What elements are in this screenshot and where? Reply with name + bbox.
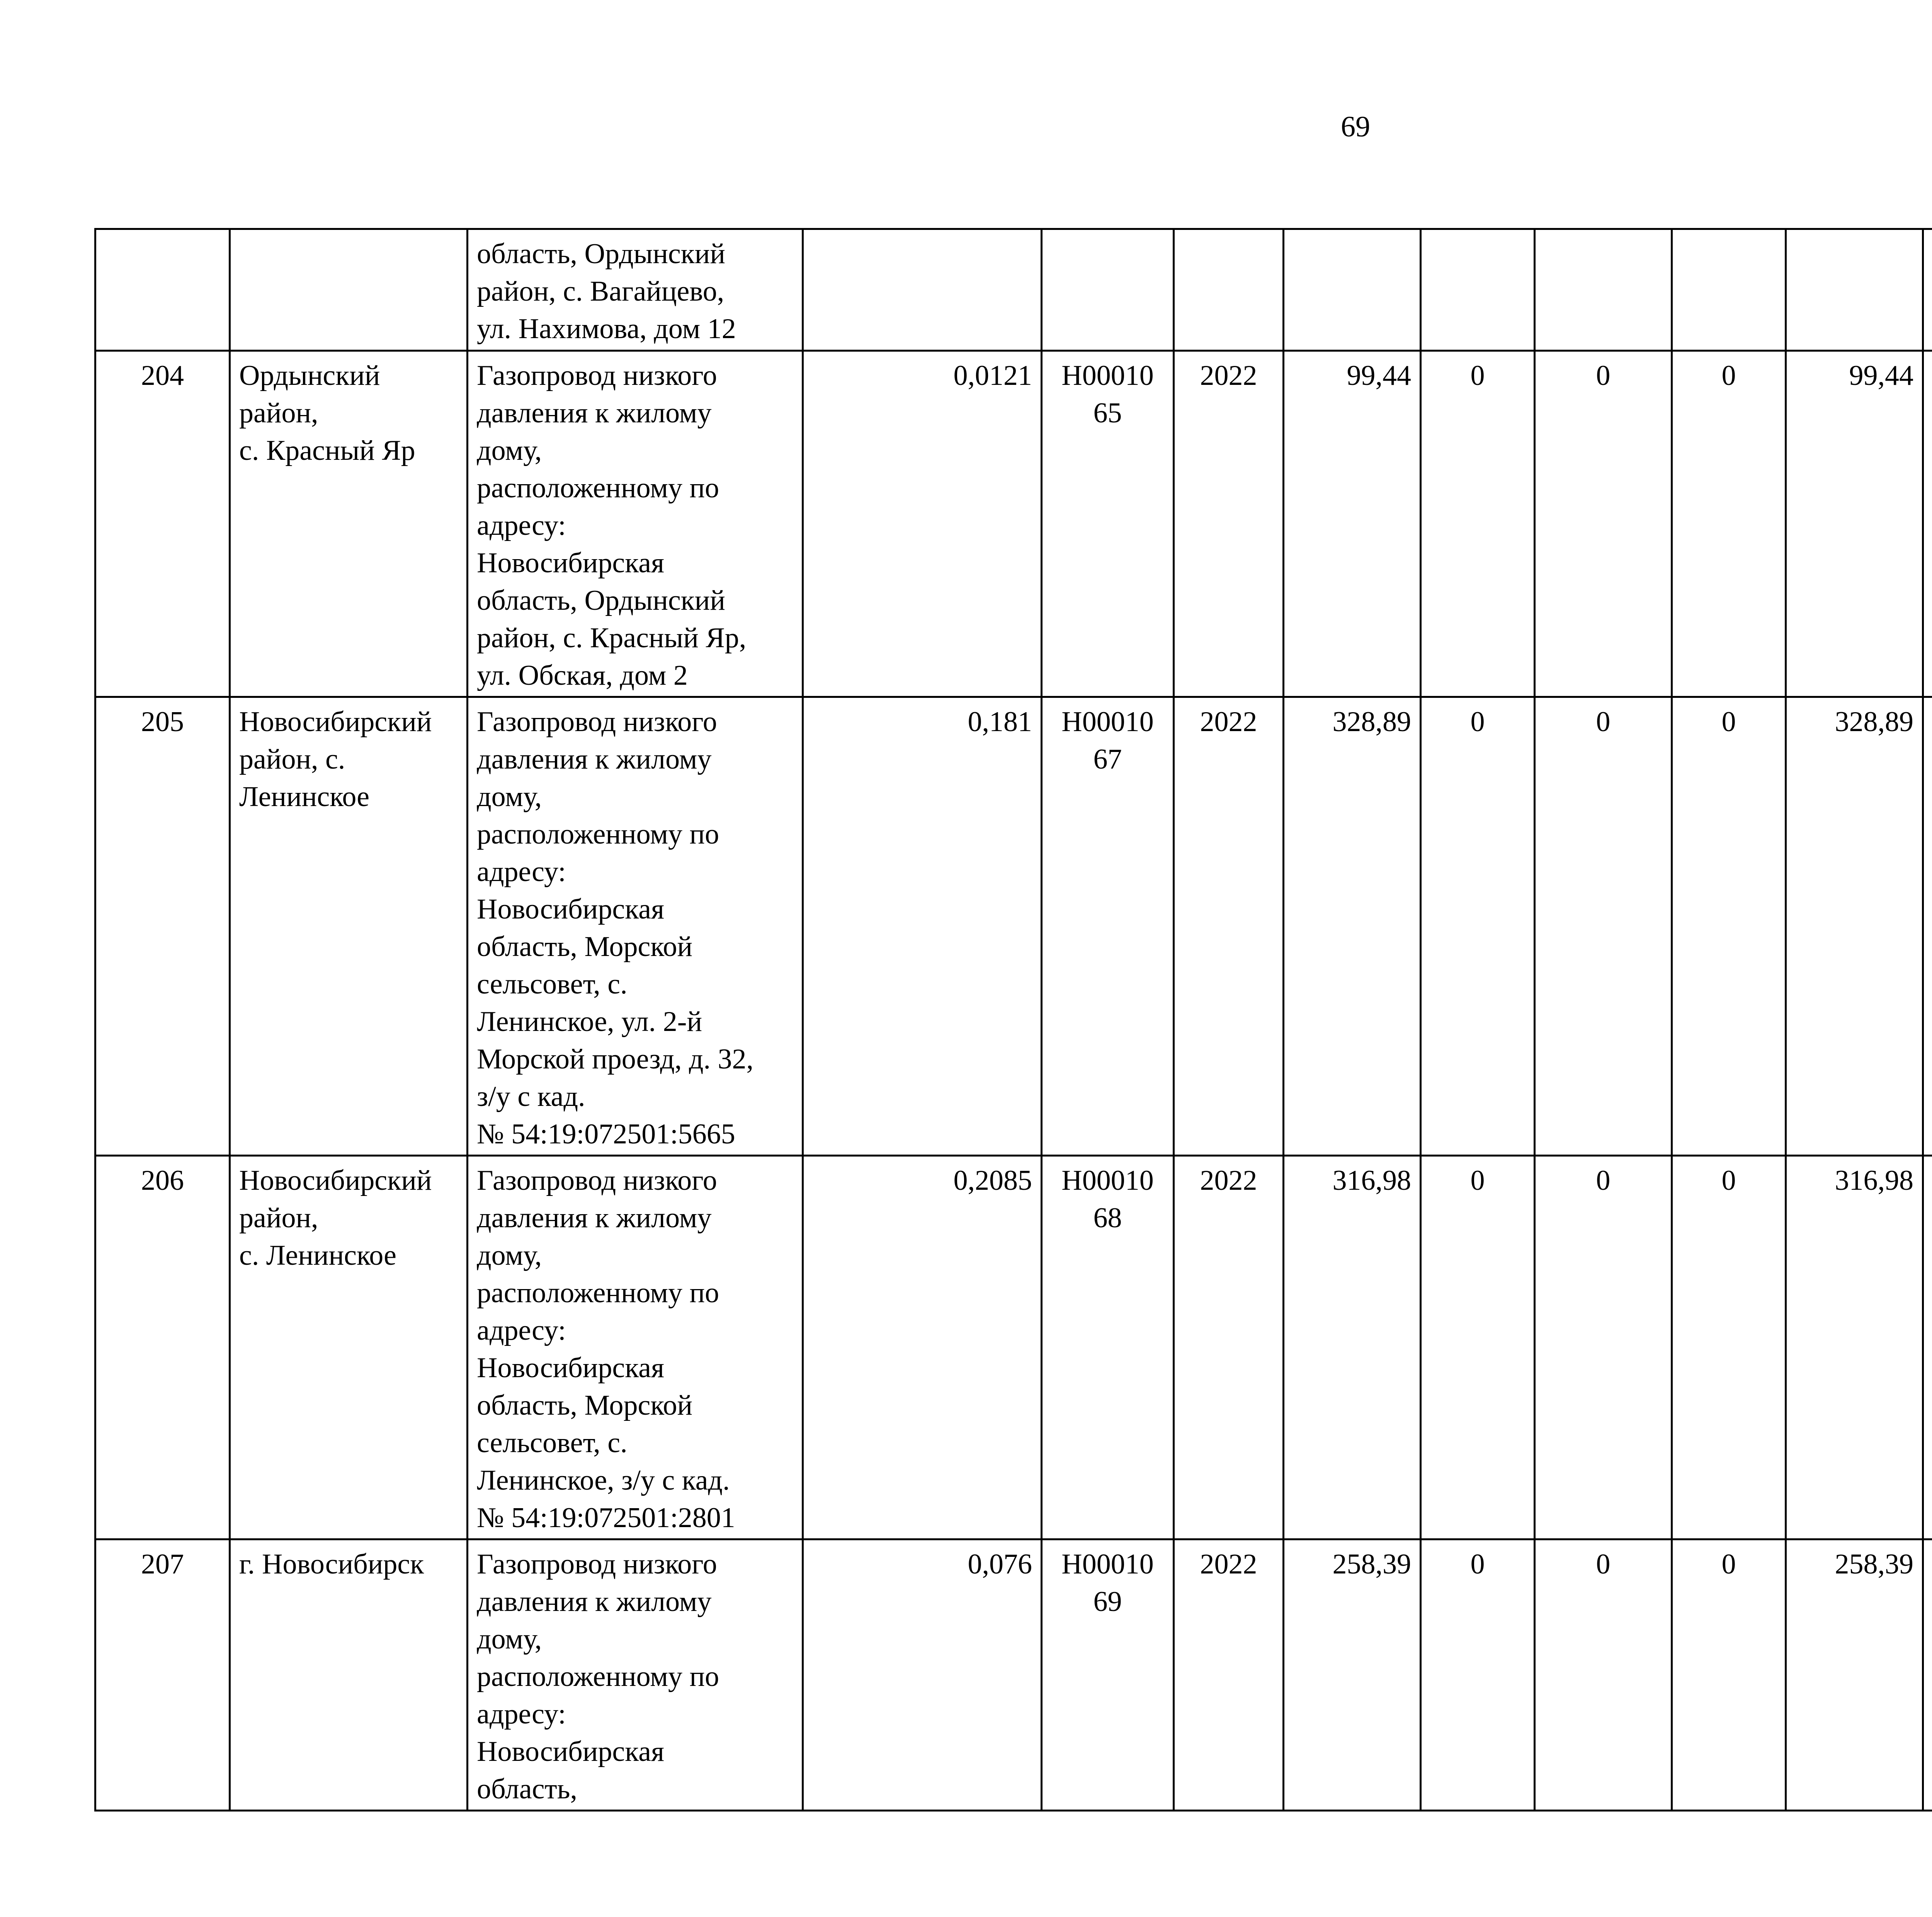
cell-value-2: 0 xyxy=(1535,351,1672,697)
cell-description xyxy=(468,697,803,1156)
cell-text-line: давления к жилому xyxy=(477,397,712,429)
cell-total: 328,89 xyxy=(1786,697,1923,1156)
cell-num: 205 xyxy=(95,697,230,1156)
cell-total: 258,39 xyxy=(1786,1539,1923,1811)
cell-text-line: Газопровод низкого xyxy=(477,360,717,391)
cell-text-line: 65 xyxy=(1093,397,1122,429)
cell-value-1: 0 xyxy=(1421,1539,1535,1811)
cell-text-line: адресу: xyxy=(477,1698,566,1730)
cell-text-line: адресу: xyxy=(477,510,566,541)
cell-value-1: 0 xyxy=(1421,351,1535,697)
objects-table xyxy=(94,228,1932,1812)
cell-text-line: з/у с кад. xyxy=(477,1081,585,1112)
cell-code xyxy=(1042,351,1174,697)
cell-description xyxy=(468,229,803,351)
cell-text-line: Морской проезд, д. 32, xyxy=(477,1043,754,1075)
cell-text-line: Новосибирская xyxy=(477,547,664,579)
cell-value-3: 0 xyxy=(1672,697,1786,1156)
cell-location xyxy=(230,1539,468,1811)
table-row-continuation xyxy=(95,229,1932,351)
cell-length: 0,0121 xyxy=(803,351,1042,697)
cell-text-line: область, Ордынский xyxy=(477,238,725,270)
cell-organization xyxy=(1923,1539,1932,1811)
cell-total: 316,98 xyxy=(1786,1156,1923,1539)
page-number: 69 xyxy=(1341,111,1370,143)
cell-text-line: Н00010 xyxy=(1061,706,1154,738)
cell-location xyxy=(230,697,468,1156)
cell-text-line: ул. Обская, дом 2 xyxy=(477,660,688,691)
cell-location xyxy=(230,1156,468,1539)
cell-text-line: дому, xyxy=(477,435,542,466)
cell-description xyxy=(468,1156,803,1539)
cell-text-line: Новосибирская xyxy=(477,893,664,925)
cell-length: 0,2085 xyxy=(803,1156,1042,1539)
cell-num: 206 xyxy=(95,1156,230,1539)
cell-text-line: расположенному по xyxy=(477,1277,719,1309)
cell-description xyxy=(468,351,803,697)
cell-description xyxy=(468,1539,803,1811)
cell-text-line: район, с. Вагайцево, xyxy=(477,276,724,307)
cell-text-line: давления к жилому xyxy=(477,1586,712,1618)
table-row xyxy=(95,1539,1932,1811)
cell-value-2: 0 xyxy=(1535,1539,1672,1811)
cell-text-line: адресу: xyxy=(477,1315,566,1346)
cell-year: 2022 xyxy=(1174,1539,1284,1811)
cell-text-line: район, с. Красный Яр, xyxy=(477,622,747,654)
cell-cost: 99,44 xyxy=(1284,351,1421,697)
cell-year xyxy=(1174,229,1284,351)
cell-num: 204 xyxy=(95,351,230,697)
cell-code xyxy=(1042,697,1174,1156)
cell-value-1 xyxy=(1421,229,1535,351)
cell-code xyxy=(1042,229,1174,351)
cell-text-line: адресу: xyxy=(477,856,566,888)
cell-value-3: 0 xyxy=(1672,1539,1786,1811)
cell-text-line: № 54:19:072501:2801 xyxy=(477,1502,735,1534)
cell-total: 99,44 xyxy=(1786,351,1923,697)
cell-value-3 xyxy=(1672,229,1786,351)
cell-text-line: 67 xyxy=(1093,743,1122,775)
cell-text-line: 69 xyxy=(1093,1586,1122,1618)
cell-value-2 xyxy=(1535,229,1672,351)
cell-text-line: район, xyxy=(239,397,318,429)
cell-text-line: Ленинское, ул. 2-й xyxy=(477,1006,702,1038)
cell-length: 0,076 xyxy=(803,1539,1042,1811)
cell-text-line: Ленинское xyxy=(239,781,370,813)
cell-text-line: район, с. xyxy=(239,743,345,775)
cell-organization xyxy=(1923,1156,1932,1539)
cell-text-line: сельсовет, с. xyxy=(477,968,628,1000)
cell-text-line: расположенному по xyxy=(477,472,719,504)
cell-text-line: с. Красный Яр xyxy=(239,435,415,466)
table-body xyxy=(95,229,1932,1811)
cell-text-line: область, xyxy=(477,1773,578,1805)
cell-text-line: г. Новосибирск xyxy=(239,1548,424,1580)
cell-cost: 316,98 xyxy=(1284,1156,1421,1539)
cell-cost xyxy=(1284,229,1421,351)
cell-text-line: Новосибирская xyxy=(477,1736,664,1767)
cell-text-line: расположенному по xyxy=(477,818,719,850)
cell-text-line: Газопровод низкого xyxy=(477,706,717,738)
cell-cost: 258,39 xyxy=(1284,1539,1421,1811)
cell-location xyxy=(230,229,468,351)
cell-text-line: Н00010 xyxy=(1061,360,1154,391)
cell-text-line: № 54:19:072501:5665 xyxy=(477,1118,735,1150)
cell-location xyxy=(230,351,468,697)
cell-text-line: Н00010 xyxy=(1061,1548,1154,1580)
cell-value-1: 0 xyxy=(1421,1156,1535,1539)
cell-text-line: давления к жилому xyxy=(477,743,712,775)
cell-length: 0,181 xyxy=(803,697,1042,1156)
table-row xyxy=(95,1156,1932,1539)
cell-num: 207 xyxy=(95,1539,230,1811)
cell-code xyxy=(1042,1156,1174,1539)
cell-cost: 328,89 xyxy=(1284,697,1421,1156)
cell-text-line: давления к жилому xyxy=(477,1202,712,1234)
cell-text-line: Ордынский xyxy=(239,360,380,391)
cell-organization xyxy=(1923,351,1932,697)
cell-value-2: 0 xyxy=(1535,697,1672,1156)
cell-text-line: область, Ордынский xyxy=(477,585,725,616)
cell-value-3: 0 xyxy=(1672,1156,1786,1539)
cell-text-line: область, Морской xyxy=(477,931,693,963)
cell-text-line: 68 xyxy=(1093,1202,1122,1234)
cell-num xyxy=(95,229,230,351)
table-row xyxy=(95,351,1932,697)
cell-length xyxy=(803,229,1042,351)
cell-value-3: 0 xyxy=(1672,351,1786,697)
cell-text-line: дому, xyxy=(477,1623,542,1655)
cell-year: 2022 xyxy=(1174,1156,1284,1539)
cell-text-line: район, xyxy=(239,1202,318,1234)
cell-text-line: сельсовет, с. xyxy=(477,1427,628,1459)
cell-text-line: Ленинское, з/у с кад. xyxy=(477,1465,730,1496)
cell-text-line: Н00010 xyxy=(1061,1165,1154,1196)
cell-organization xyxy=(1923,229,1932,351)
cell-year: 2022 xyxy=(1174,351,1284,697)
cell-text-line: с. Ленинское xyxy=(239,1240,396,1271)
table-row xyxy=(95,697,1932,1156)
cell-text-line: расположенному по xyxy=(477,1661,719,1692)
cell-text-line: Газопровод низкого xyxy=(477,1548,717,1580)
cell-total xyxy=(1786,229,1923,351)
cell-text-line: Новосибирский xyxy=(239,1165,432,1196)
cell-text-line: Новосибирская xyxy=(477,1352,664,1384)
cell-text-line: Газопровод низкого xyxy=(477,1165,717,1196)
cell-year: 2022 xyxy=(1174,697,1284,1156)
cell-text-line: дому, xyxy=(477,1240,542,1271)
cell-text-line: Новосибирский xyxy=(239,706,432,738)
cell-text-line: область, Морской xyxy=(477,1390,693,1421)
cell-text-line: дому, xyxy=(477,781,542,813)
cell-text-line: ул. Нахимова, дом 12 xyxy=(477,313,736,345)
cell-value-1: 0 xyxy=(1421,697,1535,1156)
cell-value-2: 0 xyxy=(1535,1156,1672,1539)
cell-organization xyxy=(1923,697,1932,1156)
cell-code xyxy=(1042,1539,1174,1811)
